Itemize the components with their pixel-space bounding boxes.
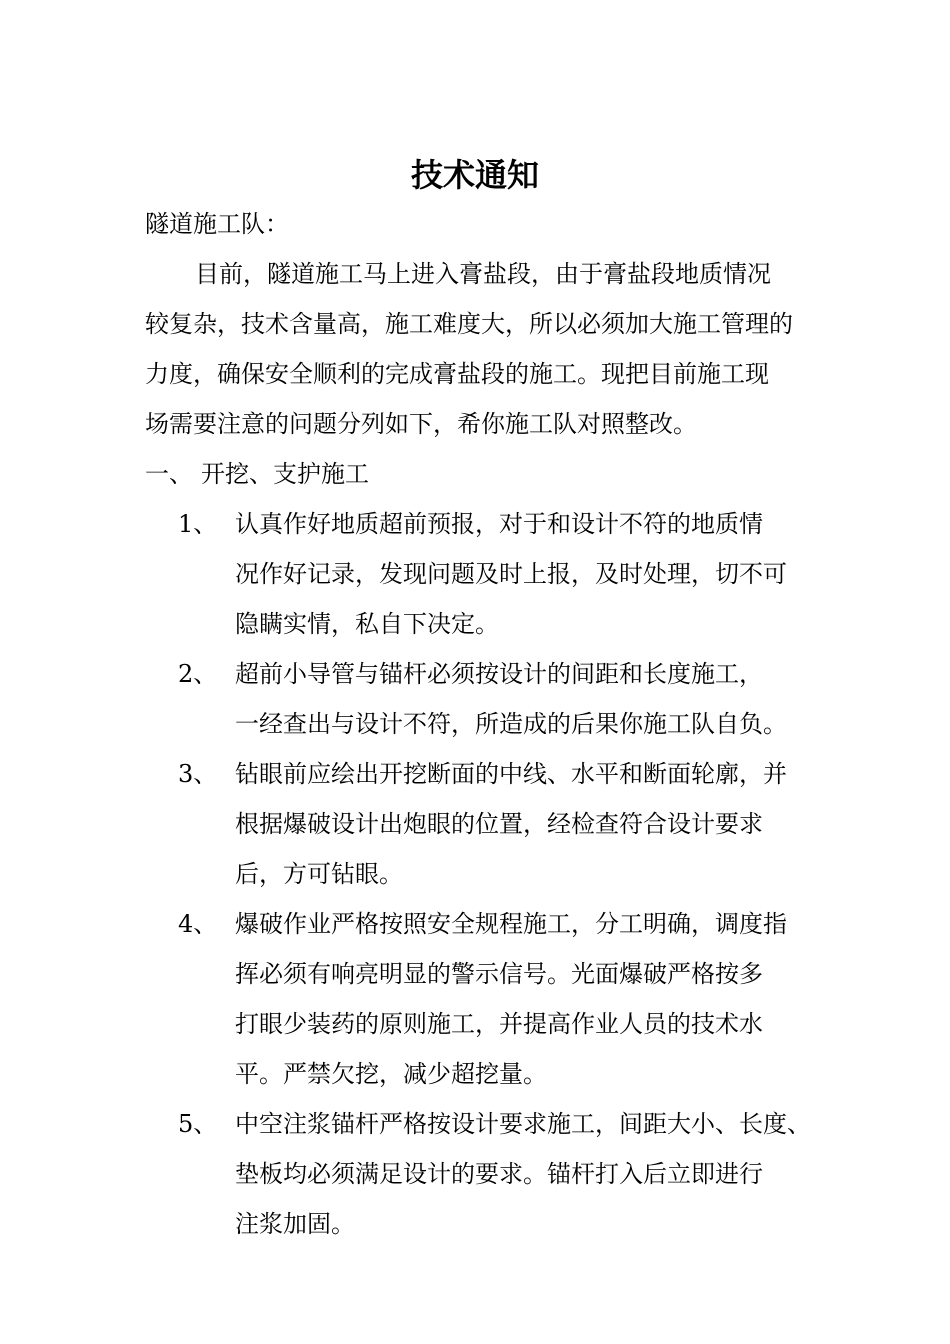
list-item-number: 3、 (178, 760, 218, 788)
list-item-line: 隐瞒实情，私自下决定。 (235, 610, 499, 638)
intro-line: 目前，隧道施工马上进入膏盐段，由于膏盐段地质情况 (195, 260, 771, 288)
list-item-line: 认真作好地质超前预报，对于和设计不符的地质情 (235, 510, 763, 538)
list-item-line: 垫板均必须满足设计的要求。锚杆打入后立即进行 (235, 1160, 763, 1188)
list-item-number: 5、 (178, 1110, 218, 1138)
list-item-line: 爆破作业严格按照安全规程施工，分工明确，调度指 (235, 910, 787, 938)
section-heading (145, 449, 825, 499)
list-item-line: 平。严禁欠挖，减少超挖量。 (235, 1060, 547, 1088)
intro-paragraph (145, 249, 825, 449)
list-item-line: 一经查出与设计不符，所造成的后果你施工队自负。 (235, 710, 787, 738)
list-item (145, 1099, 835, 1249)
intro-line: 力度，确保安全顺利的完成膏盐段的施工。现把目前施工现 (145, 360, 769, 388)
list-item (145, 649, 835, 749)
list-item (145, 899, 835, 1099)
section-number: 一、 (145, 460, 193, 488)
list-item-number: 2、 (178, 660, 218, 688)
numbered-list (145, 499, 835, 1249)
list-item-number: 4、 (178, 910, 218, 938)
intro-line: 较复杂，技术含量高，施工难度大，所以必须加大施工管理的 (145, 310, 793, 338)
salutation: 隧道施工队： (145, 210, 289, 238)
document-title: 技术通知 (410, 156, 539, 194)
section-heading-text: 开挖、支护施工 (201, 460, 369, 488)
intro-line: 场需要注意的问题分列如下，希你施工队对照整改。 (145, 410, 697, 438)
list-item-line: 钻眼前应绘出开挖断面的中线、水平和断面轮廓，并 (235, 760, 787, 788)
list-item-number: 1、 (178, 510, 218, 538)
list-item-line: 注浆加固。 (235, 1210, 355, 1238)
list-item-line: 中空注浆锚杆严格按设计要求施工，间距大小、长度、 (235, 1110, 811, 1138)
list-item (145, 749, 835, 899)
list-item-line: 后，方可钻眼。 (235, 860, 403, 888)
list-item (145, 499, 835, 649)
list-item-line: 挥必须有响亮明显的警示信号。光面爆破严格按多 (235, 960, 763, 988)
list-item-line: 根据爆破设计出炮眼的位置，经检查符合设计要求 (235, 810, 763, 838)
list-item-line: 况作好记录，发现问题及时上报，及时处理，切不可 (235, 560, 787, 588)
list-item-line: 超前小导管与锚杆必须按设计的间距和长度施工， (235, 660, 763, 688)
list-item-line: 打眼少装药的原则施工，并提高作业人员的技术水 (235, 1010, 763, 1038)
